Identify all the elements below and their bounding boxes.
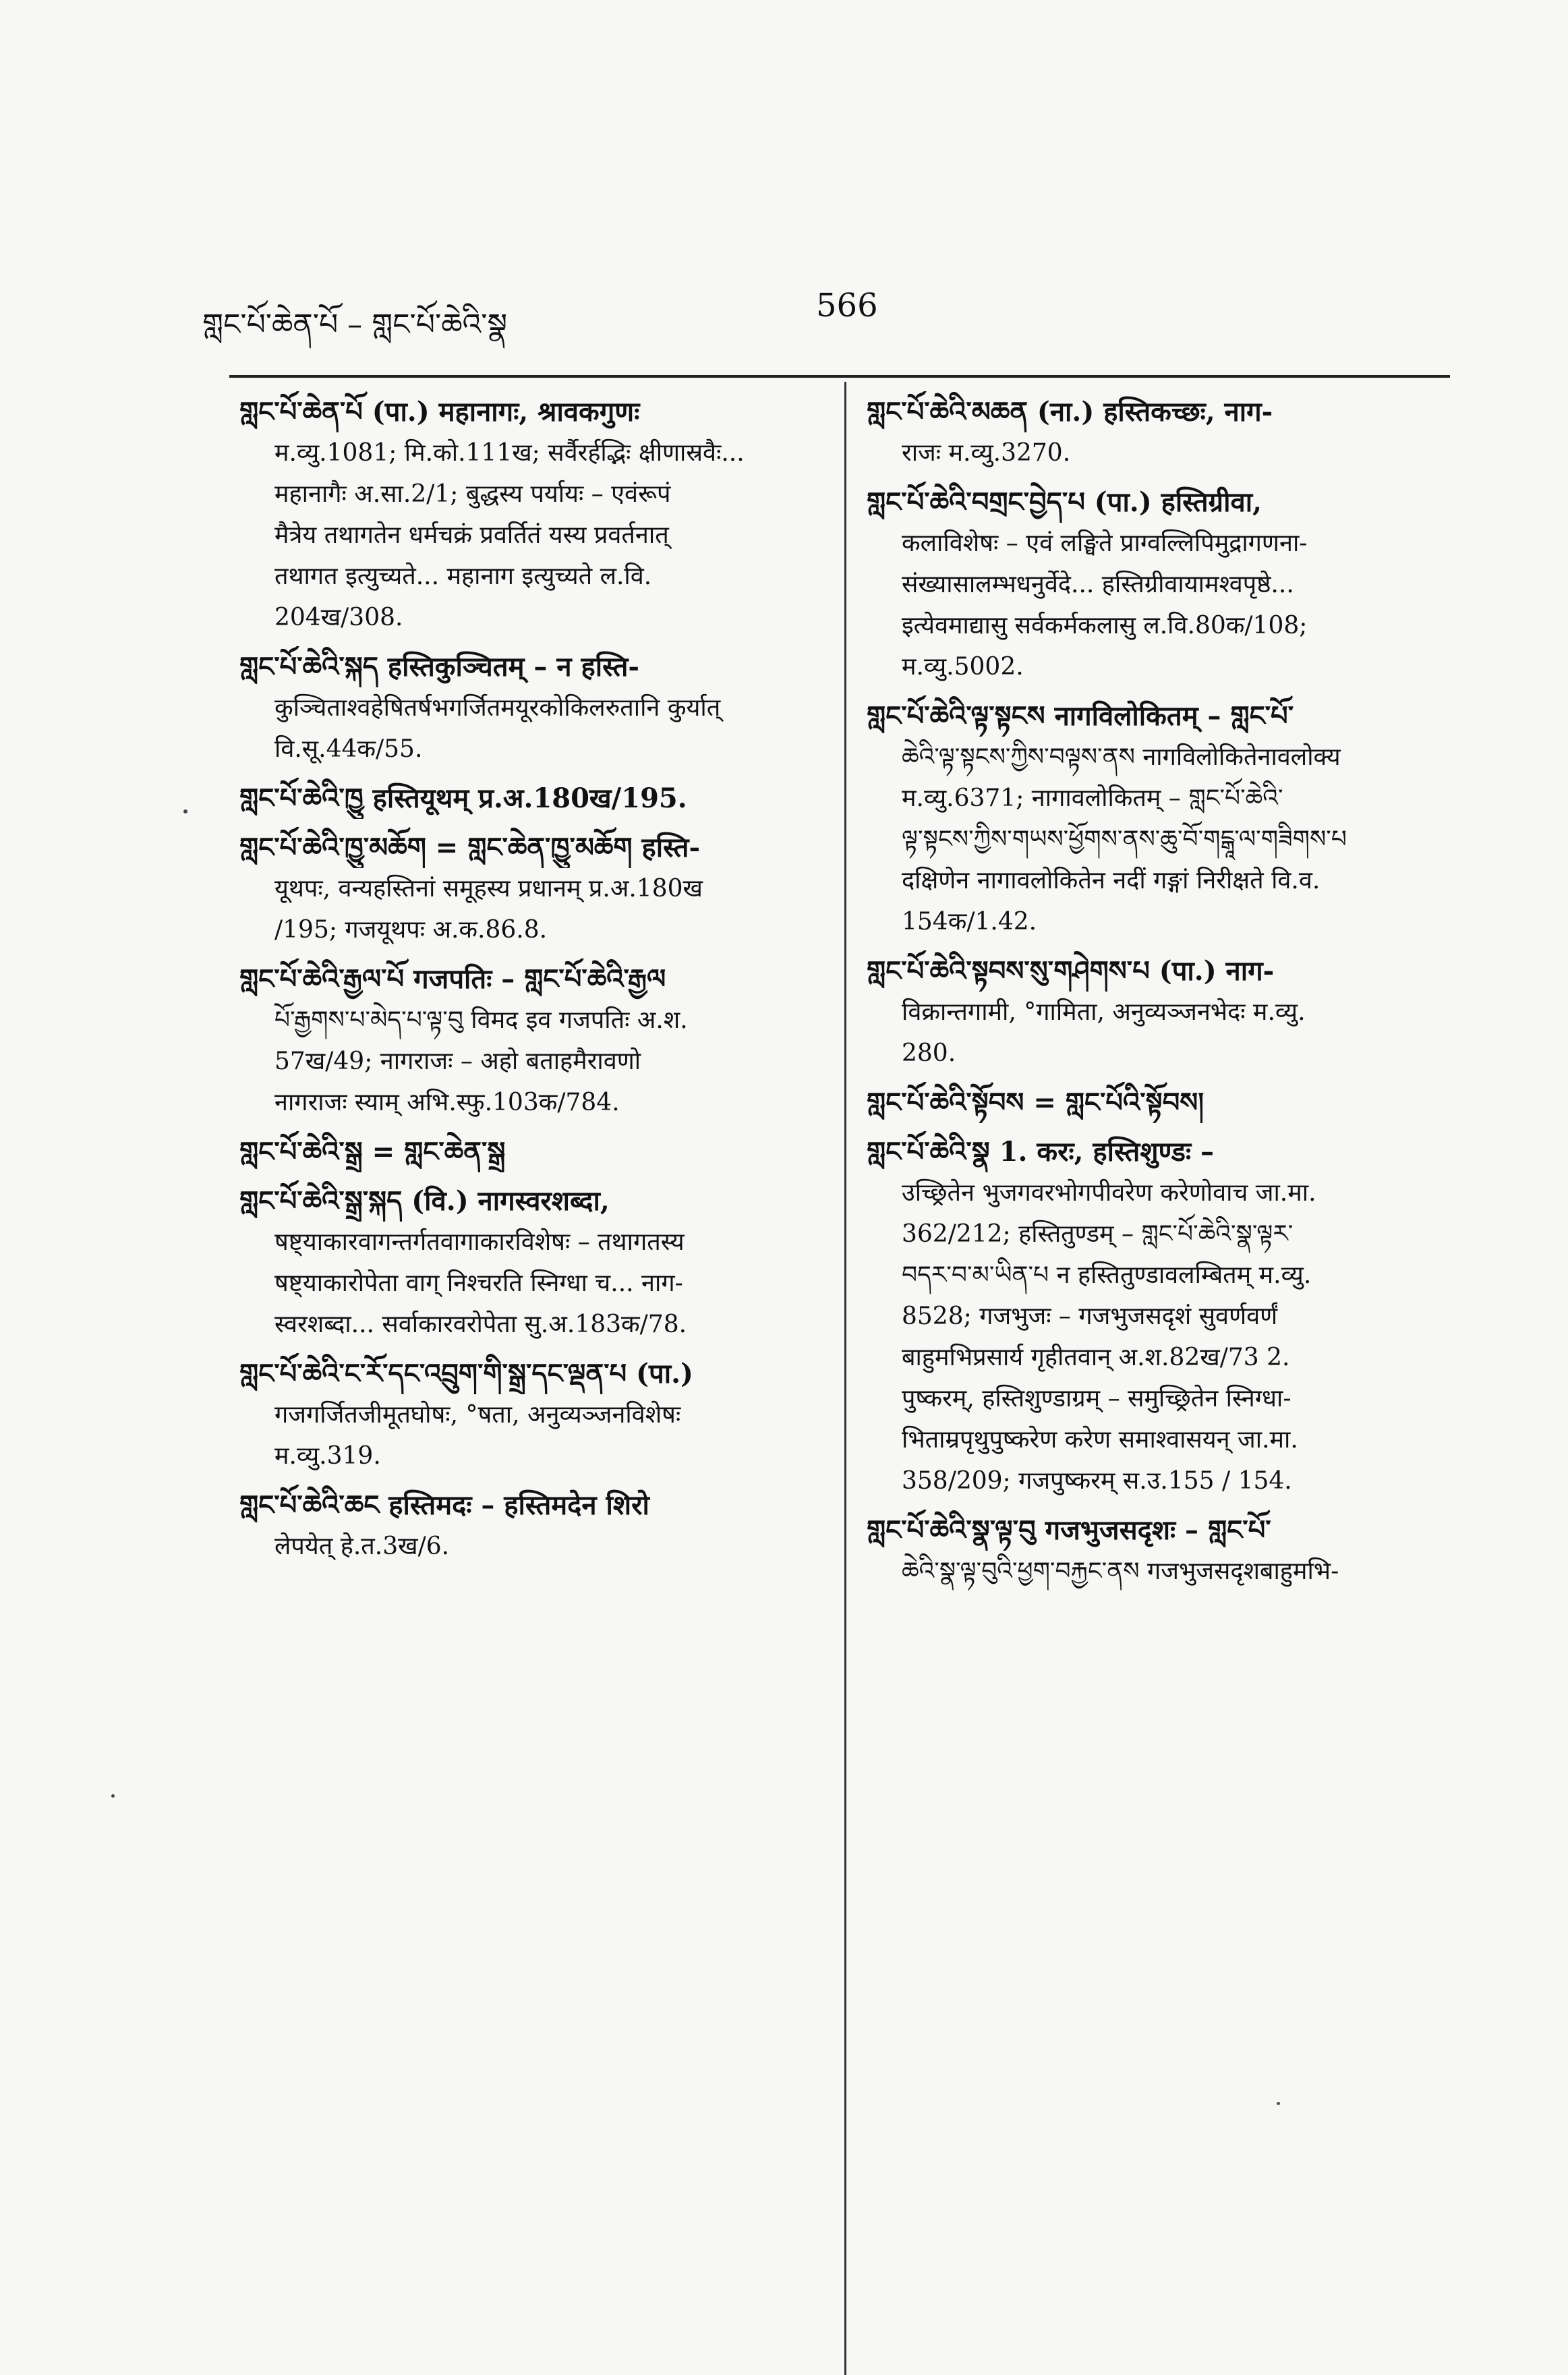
dictionary-entry bbox=[239, 958, 846, 1123]
entry-body-line: राजः म.व्यु.3270. bbox=[902, 439, 1071, 467]
dictionary-entry bbox=[239, 827, 846, 950]
dictionary-entry bbox=[867, 482, 1474, 687]
speck bbox=[1277, 2102, 1280, 2105]
entry-headword-line: གླང་པོ་ཆེའི་བགྲང་བྱེད་པ (पा.) हस्तिग्रीवा, bbox=[867, 486, 1262, 518]
entry-headword-line: གླང་པོ་ཆེའི་སྒྲ་སྐད (वि.) नागस्वरशब्दा, bbox=[239, 1185, 610, 1217]
entry-headword-line: གླང་པོ་ཆེན་པོ (पा.) महानागः, श्रावकगुणः bbox=[239, 396, 640, 428]
entry-body-line: इत्येवमाद्यासु सर्वकर्मकलासु ल.वि.80क/108; bbox=[902, 612, 1308, 639]
entry-headword-line: གླང་པོ་ཆེའི་ཁྱུ་མཆོག = གླང་ཆེན་ཁྱུ་མཆོག हस्ति- bbox=[239, 832, 701, 863]
entry-body-line: षष्ट्याकारोपेता वाग् निश्चरति स्निग्धा च... नाग- bbox=[274, 1269, 683, 1297]
entry-body-line: विक्रान्तगामी, °गामिता, अनुव्यञ्जनभेदः म.व्यु. bbox=[902, 998, 1306, 1026]
entry-headword-line: གླང་པོ་ཆེའི་ང་རོ་དང་འབྲུག་གི་སྒྲ་དང་ལྡན་པ (पा.) bbox=[239, 1358, 693, 1390]
dictionary-entry bbox=[239, 1180, 846, 1345]
entry-body-line: लेपयेत् हे.त.3ख/6. bbox=[274, 1533, 450, 1560]
entry-body-line: कलाविशेषः – एवं लङ्घिते प्राग्वल्लिपिमुद्रागणना- bbox=[902, 530, 1308, 557]
entry-body-line: 154क/1.42. bbox=[902, 908, 1037, 936]
entry-body-line: कुञ्चिताश्वहेषितर्षभगर्जितमयूरकोकिलरुतानि कुर्यात् bbox=[274, 694, 721, 722]
entry-headword-line: གླང་པོ་ཆེའི་སྣ 1. करः, हस्तिशुण्डः – bbox=[867, 1136, 1214, 1168]
entry-body-line: महानागैः अ.सा.2/1; बुद्धस्य पर्यायः – एवंरूपं bbox=[274, 480, 671, 508]
dictionary-entry bbox=[867, 391, 1474, 474]
entry-headword-line: གླང་པོ་ཆེའི་སྐད हस्तिकुञ्चितम् – न हस्ति- bbox=[239, 651, 640, 683]
dictionary-entry bbox=[867, 1082, 1474, 1123]
entry-headword-line: གླང་པོ་ཆེའི་མཆན (ना.) हस्तिकच्छः, नाग- bbox=[867, 396, 1273, 428]
dictionary-entry bbox=[239, 391, 846, 638]
entry-headword-line: གླང་པོ་ཆེའི་སྣ་ལྟ་བུ गजभुजसदृशः – གླང་པོ་ bbox=[867, 1514, 1271, 1546]
entry-body-line: པོ་རྒྱགས་པ་མེད་པ་ལྟ་བུ विमद इव गजपतिः अ.श. bbox=[274, 1006, 688, 1034]
dictionary-entry bbox=[239, 778, 846, 819]
entry-headword-line: གླང་པོ་ཆེའི་རྒྱལ་པོ गजपतिः – གླང་པོ་ཆེའི་རྒྱལ bbox=[239, 963, 666, 995]
entry-body-line: पुष्करम्, हस्तिशुण्डाग्रम् – समुच्छ्रितेन स्निग्धा- bbox=[902, 1385, 1291, 1412]
entry-body-line: भिताम्रपृथुपुष्करेण करेण समाश्वासयन् जा.मा. bbox=[902, 1426, 1298, 1454]
entry-body-line: उच्छ्रितेन भुजगवरभोगपीवरेण करेणोवाच जा.मा. bbox=[902, 1179, 1316, 1207]
entry-headword-line: གླང་པོ་ཆེའི་སྟོབས = གླང་པོའི་སྟོབས། bbox=[867, 1087, 1204, 1118]
entry-body-line: म.व्यु.5002. bbox=[902, 653, 1024, 681]
dictionary-entry bbox=[239, 1485, 846, 1567]
entry-body-line: म.व्यु.1081; मि.को.111ख; सर्वैरर्हद्भिः क्षीणास्रवैः... bbox=[274, 439, 745, 467]
entry-body-line: गजगर्जितजीमूतघोषः, °षता, अनुव्यञ्जनविशेषः bbox=[274, 1401, 681, 1429]
page-number: 566 bbox=[816, 287, 878, 324]
entry-body-line: म.व्यु.6371; नागावलोकितम् – གླང་པོ་ཆེའི་ bbox=[902, 784, 1283, 812]
left-column bbox=[239, 391, 846, 1575]
entry-body-line: षष्ट्याकारवागन्तर्गतवागाकारविशेषः – तथागतस्य bbox=[274, 1228, 685, 1256]
entry-body-line: ཆེའི་སྣ་ལྟ་བུའི་ཕྱག་བརྐྱང་ནས गजभुजसदृशबाहुमभि- bbox=[902, 1557, 1339, 1585]
entry-body-line: 362/212; हस्तितुण्डम् – གླང་པོ་ཆེའི་སྣ་ལྟར་ bbox=[902, 1220, 1294, 1248]
header-rule bbox=[229, 375, 1450, 378]
speck bbox=[183, 809, 187, 813]
entry-headword-line: གླང་པོ་ཆེའི་ཆང हस्तिमदः – हस्तिमदेन शिरो bbox=[239, 1489, 649, 1521]
entry-body-line: दक्षिणेन नागावलोकितेन नदीं गङ्गां निरीक्षते वि.व. bbox=[902, 867, 1320, 894]
entry-headword-line: གླང་པོ་ཆེའི་སྒྲ = གླང་ཆེན་སྒྲ bbox=[239, 1136, 506, 1168]
entry-body-line: स्वरशब्दा... सर्वाकारवरोपेता सु.अ.183क/78. bbox=[274, 1311, 687, 1338]
entry-headword-line: གླང་པོ་ཆེའི་ཁྱུ हस्तियूथम् प्र.अ.180ख/195. bbox=[239, 782, 687, 814]
speck bbox=[111, 1794, 115, 1798]
entry-body-line: 280. bbox=[902, 1039, 956, 1067]
dictionary-entry bbox=[239, 1353, 846, 1477]
entry-body-line: /195; गजयूथपः अ.क.86.8. bbox=[274, 916, 548, 944]
entry-body-line: 204ख/308. bbox=[274, 604, 403, 631]
entry-body-line: बाहुमभिप्रसार्य गृहीतवान् अ.श.82ख/73 2. bbox=[902, 1344, 1290, 1371]
entry-body-line: ལྟ་སྟངས་ཀྱིས་གཡས་ཕྱོགས་ནས་ཆུ་བོ་གངྒཱ་ལ་གཟིགས་པ bbox=[902, 826, 1347, 853]
dictionary-entry bbox=[239, 646, 846, 770]
entry-body-line: 57ख/49; नागराजः – अहो बताहमैरावणो bbox=[274, 1048, 641, 1075]
right-column bbox=[867, 391, 1474, 1600]
entry-body-line: ཆེའི་ལྟ་སྟངས་ཀྱིས་བལྟས་ནས नागविलोकितेनावलोक्य bbox=[902, 743, 1341, 771]
running-head: གླང་པོ་ཆེན་པོ – གླང་པོ་ཆེའི་སྣ bbox=[202, 308, 508, 342]
entry-body-line: བདར་བ་མ་ཡིན་པ न हस्तितुण्डावलम्बितम् म.व्यु. bbox=[902, 1261, 1312, 1289]
dictionary-entry bbox=[867, 695, 1474, 942]
dictionary-entry bbox=[239, 1131, 846, 1172]
entry-body-line: संख्यासालम्भधनुर्वेदे... हस्तिग्रीवायामश्वपृष्ठे... bbox=[902, 571, 1294, 598]
entry-body-line: नागराजः स्याम् अभि.स्फु.103क/784. bbox=[274, 1089, 620, 1116]
dictionary-entry bbox=[867, 950, 1474, 1074]
dictionary-entry bbox=[867, 1510, 1474, 1592]
entry-headword-line: གླང་པོ་ཆེའི་ལྟ་སྟངས नागविलोकितम् – གླང་པོ་ bbox=[867, 700, 1294, 732]
entry-headword-line: གླང་པོ་ཆེའི་སྟབས་སུ་གཤེགས་པ (पा.) नाग- bbox=[867, 955, 1275, 987]
entry-body-line: यूथपः, वन्यहस्तिनां समूहस्य प्रधानम् प्र.अ.180ख bbox=[274, 875, 703, 903]
entry-body-line: वि.सू.44क/55. bbox=[274, 735, 423, 763]
entry-body-line: मैत्रेय तथागतेन धर्मचक्रं प्रवर्तितं यस्य प्रवर्तनात् bbox=[274, 521, 669, 549]
entry-body-line: 8528; गजभुजः – गजभुजसदृशं सुवर्णवर्णं bbox=[902, 1303, 1278, 1330]
entry-body-line: 358/209; गजपुष्करम् स.उ.155 / 154. bbox=[902, 1467, 1292, 1495]
entry-body-line: तथागत इत्युच्यते... महानाग इत्युच्यते ल.वि. bbox=[274, 563, 652, 590]
entry-body-line: म.व्यु.319. bbox=[274, 1442, 381, 1470]
dictionary-entry bbox=[867, 1131, 1474, 1501]
